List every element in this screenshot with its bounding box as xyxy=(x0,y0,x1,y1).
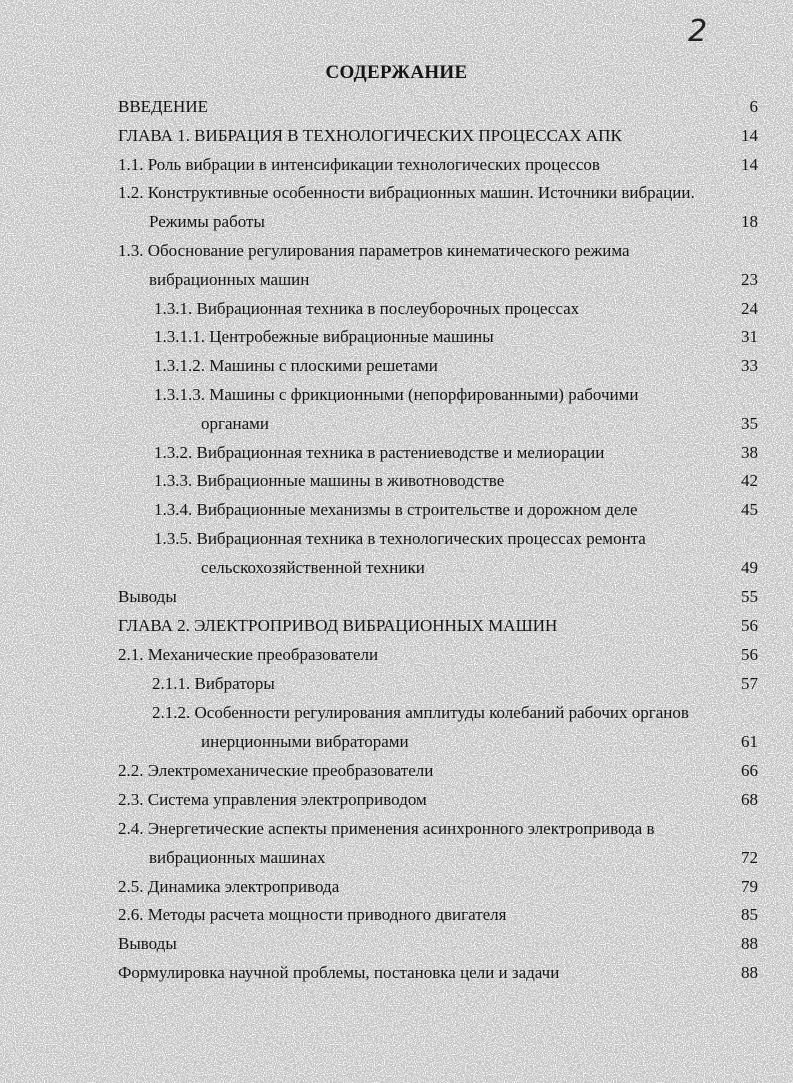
toc-entry-page: 45 xyxy=(741,500,758,519)
toc-entry-page: 57 xyxy=(741,674,758,693)
toc-row xyxy=(0,267,793,293)
toc-entry-page: 38 xyxy=(741,443,758,462)
toc-entry-page: 23 xyxy=(741,270,758,289)
toc-row xyxy=(0,238,793,264)
toc-row xyxy=(0,613,793,639)
toc-entry-page: 68 xyxy=(741,790,758,809)
toc-entry-page: 72 xyxy=(741,848,758,867)
toc-entry-label: 1.3. Обоснование регулирования параметров кинематического режима xyxy=(118,241,630,260)
toc-row xyxy=(0,180,793,206)
toc-entry-label: 1.3.5. Вибрационная техника в технологических процессах ремонта xyxy=(154,529,646,548)
toc-row xyxy=(0,94,793,120)
toc-entry-page: 35 xyxy=(741,414,758,433)
toc-entry-page: 49 xyxy=(741,558,758,577)
toc-entry-page: 85 xyxy=(741,905,758,924)
toc-entry-label: 1.1. Роль вибрации в интенсификации технологических процессов xyxy=(118,155,600,174)
toc-row xyxy=(0,440,793,466)
toc-entry-page: 33 xyxy=(741,356,758,375)
toc-row xyxy=(0,152,793,178)
toc-entry-page: 66 xyxy=(741,761,758,780)
toc-entry-page: 56 xyxy=(741,645,758,664)
toc-entry-label: органами xyxy=(201,414,270,433)
toc-row xyxy=(0,296,793,322)
toc-entry-label: вибрационных машинах xyxy=(149,848,326,867)
toc-entry-page: 56 xyxy=(741,616,758,635)
toc-entry-label: 1.3.2. Вибрационная техника в растениеводстве и мелиорации xyxy=(154,443,605,462)
toc-entry-label: 2.6. Методы расчета мощности приводного двигателя xyxy=(118,905,507,924)
toc-row xyxy=(0,324,793,350)
toc-entry-label: Выводы xyxy=(118,934,177,953)
toc-entry-page: 79 xyxy=(741,877,758,896)
toc-entry-page: 6 xyxy=(749,97,758,116)
handwritten-page-number: 2 xyxy=(688,14,710,49)
toc-entry-label: инерционными вибраторами xyxy=(201,732,409,751)
toc-entry-label: ГЛАВА 1. ВИБРАЦИЯ В ТЕХНОЛОГИЧЕСКИХ ПРОЦЕССАХ АПК xyxy=(118,126,622,145)
toc-entry-label: 2.1. Механические преобразователи xyxy=(118,645,379,664)
toc-entry-page: 18 xyxy=(741,212,758,231)
toc-entry-label: 1.3.1.1. Центробежные вибрационные машины xyxy=(154,327,494,346)
toc-entry-page: 24 xyxy=(741,299,758,318)
toc-row xyxy=(0,960,793,986)
toc-entry-label: ВВЕДЕНИЕ xyxy=(118,97,208,116)
toc-entry-label: 2.1.1. Вибраторы xyxy=(152,674,275,693)
toc-row xyxy=(0,787,793,813)
toc-entry-label: 2.5. Динамика электропривода xyxy=(118,877,340,896)
toc-entry-label: Режимы работы xyxy=(149,212,265,231)
toc-entry-page: 61 xyxy=(741,732,758,751)
toc-entry-label: Выводы xyxy=(118,587,177,606)
toc-entry-label: 2.3. Система управления электроприводом xyxy=(118,790,427,809)
toc-entry-page: 14 xyxy=(741,155,758,174)
toc-entry-label: вибрационных машин xyxy=(149,270,310,289)
toc-entry-label: 1.2. Конструктивные особенности вибрационных машин. Источники вибрации. xyxy=(118,183,695,202)
toc-entry-page: 42 xyxy=(741,471,758,490)
toc-row xyxy=(0,468,793,494)
toc-row xyxy=(0,931,793,957)
toc-row xyxy=(0,816,793,842)
toc-entry-label: ГЛАВА 2. ЭЛЕКТРОПРИВОД ВИБРАЦИОННЫХ МАШИН xyxy=(118,616,558,635)
toc-row xyxy=(0,526,793,552)
toc-entry-label: 1.3.3. Вибрационные машины в животноводстве xyxy=(154,471,505,490)
toc-entry-label: Формулировка научной проблемы, постановка цели и задачи xyxy=(118,963,560,982)
toc-row xyxy=(0,382,793,408)
toc-row xyxy=(0,555,793,581)
toc-row xyxy=(0,353,793,379)
toc-row xyxy=(0,209,793,235)
toc-entry-page: 55 xyxy=(741,587,758,606)
toc-entry-label: 1.3.1.3. Машины с фрикционными (непорфированными) рабочими xyxy=(154,385,639,404)
toc-entry-page: 14 xyxy=(741,126,758,145)
toc-entry-label: 1.3.1.2. Машины с плоскими решетами xyxy=(154,356,438,375)
toc-entry-label: сельскохозяйственной техники xyxy=(201,558,425,577)
toc-row xyxy=(0,700,793,726)
toc-row xyxy=(0,874,793,900)
toc-entry-page: 88 xyxy=(741,934,758,953)
toc-entry-page: 31 xyxy=(741,327,758,346)
page-title: СОДЕРЖАНИЕ xyxy=(325,62,468,83)
toc-row xyxy=(0,729,793,755)
toc-row xyxy=(0,758,793,784)
toc-entry-label: 2.2. Электромеханические преобразователи xyxy=(118,761,434,780)
toc-row xyxy=(0,902,793,928)
toc-row xyxy=(0,123,793,149)
toc-row xyxy=(0,642,793,668)
toc-row xyxy=(0,411,793,437)
toc-row xyxy=(0,497,793,523)
toc-entry-page: 88 xyxy=(741,963,758,982)
toc-row xyxy=(0,671,793,697)
toc-row xyxy=(0,845,793,871)
toc-entry-label: 2.1.2. Особенности регулирования амплитуды колебаний рабочих органов xyxy=(152,703,689,722)
toc-row xyxy=(0,584,793,610)
toc-entry-label: 1.3.1. Вибрационная техника в послеуборочных процессах xyxy=(154,299,580,318)
toc-entry-label: 1.3.4. Вибрационные механизмы в строительстве и дорожном деле xyxy=(154,500,638,519)
toc-entry-label: 2.4. Энергетические аспекты применения асинхронного электропривода в xyxy=(118,819,655,838)
